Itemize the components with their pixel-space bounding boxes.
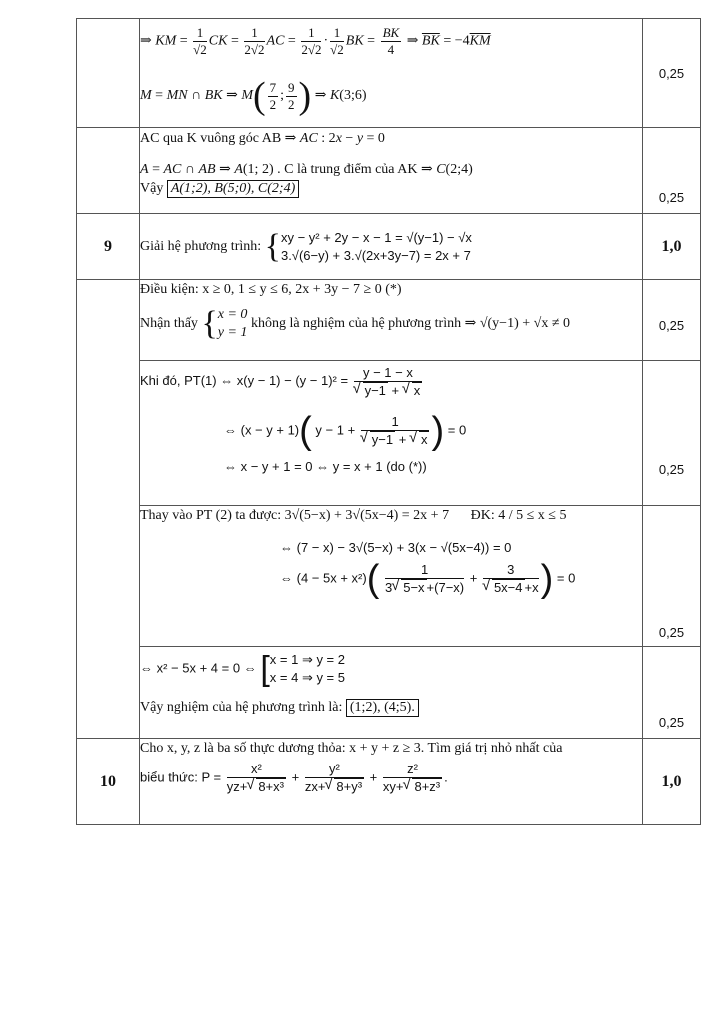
- answer-box: A(1;2), B(5;0), C(2;4): [167, 180, 299, 198]
- table-row: [77, 214, 701, 280]
- points-cell: 0,25: [643, 19, 701, 128]
- solution-table: [76, 18, 701, 825]
- table-row: [77, 19, 701, 128]
- question-number-cell: 10: [77, 739, 140, 825]
- formula-text: ⇔ (x − y + 1): [224, 422, 300, 438]
- text-line: [140, 180, 642, 198]
- table-row: [77, 739, 701, 825]
- text-label: không là nghiệm của hệ phương trình ⇒ √(y−1) + √x ≠ 0: [250, 316, 571, 332]
- formula-line: ⇔ (x − y + 1)( y − 1 + 1 √ y−1 + √ x ) = 0: [224, 413, 642, 449]
- formula-text: ⇔ (4 − 5x + x²): [280, 570, 367, 586]
- question-number-cell: [77, 280, 140, 739]
- question-text: Cho x, y, z là ba số thực dương thỏa: x + y + z ≥ 3. Tìm giá trị nhỏ nhất của: [140, 741, 563, 756]
- solution-content: [140, 128, 643, 214]
- formula-text: Khi đó, PT(1) ⇔ x(y − 1) − (y − 1)² =: [140, 373, 349, 389]
- conclusion-label: Vậy nghiệm của hệ phương trình là:: [140, 700, 343, 715]
- formula-line: ⇒ KM = $\frac{1}{√2}$ CK = $\frac{1}{2√2}$ AC = $\frac{1}{2√2}$ · $\frac{1}{√2}$ BK = $\frac{BK}{4}$ ⇒ $\overline{BK} = -4\overline{KM}$: [140, 25, 491, 57]
- solution-set: [270, 651, 345, 687]
- formula-text: z²: [383, 761, 442, 778]
- solution-content: [140, 506, 643, 647]
- question-content: Giải hệ phương trình: { xy − y² + 2y − x − 1 = √(y−1) − √x 3.√(6−y) + 3.√(2x+3y−7) = 2x + 7: [140, 214, 643, 280]
- formula-line: Khi đó, PT(1) ⇔ x(y − 1) − (y − 1)² = y − 1 − x √ y−1 + √ x: [140, 365, 642, 399]
- formula-text: = 0: [447, 422, 467, 438]
- table-row: [77, 361, 701, 506]
- text-line: A = AC ∩ AB ⇒ A(1; 2) . C là trung điểm của AK ⇒ C(2;4): [140, 162, 473, 177]
- formula-text: = 0: [556, 570, 576, 586]
- condition-text: ĐK: 4 / 5 ≤ x ≤ 5: [470, 508, 567, 523]
- formula-text: y − 1 − x: [354, 365, 423, 382]
- solution-2: x = 4 ⇒ y = 5: [269, 670, 345, 685]
- formula-text: ⇔ x² − 5x + 4 = 0 ⇔: [140, 660, 257, 676]
- formula-text: y − 1 +: [315, 422, 356, 438]
- formula-text: x²: [227, 761, 286, 778]
- solution-content: [140, 647, 643, 739]
- points-cell: 1,0: [643, 739, 701, 825]
- points-cell: 0,25: [643, 361, 701, 506]
- formula-line: ⇔ (4 − 5x + x²)( $\frac{1}{3 √ 5-x +(7-x)}$ + 3 √ 5x−4 +x ) = 0: [280, 561, 642, 597]
- question-content: [140, 739, 643, 825]
- text-label: Nhận thấy: [140, 316, 198, 332]
- question-number-cell: [77, 128, 140, 214]
- solution-1: x = 1 ⇒ y = 2: [269, 652, 345, 667]
- points-cell: 0,25: [643, 280, 701, 361]
- points-cell: 1,0: [643, 214, 701, 280]
- question-number-cell: 9: [77, 214, 140, 280]
- formula-text: 1: [385, 562, 464, 579]
- equation-2: y = 1: [217, 325, 248, 340]
- formula-line: M = MN ∩ BK ⇒ M( $\frac{7}{2}$ ; $\frac{9}{2}$ ) ⇒ K(3;6): [140, 75, 367, 117]
- condition-line: Điều kiện: x ≥ 0, 1 ≤ y ≤ 6, 2x + 3y − 7 ≥ 0 (*): [140, 282, 402, 297]
- equation-1: x = 0: [217, 307, 248, 322]
- formula-line: ⇔ (7 − x) − 3√(5−x) + 3(x − √(5x−4)) = 0: [280, 540, 512, 555]
- points-cell: 0,25: [643, 506, 701, 647]
- question-label: biểu thức: P =: [140, 769, 222, 785]
- points-cell: 0,25: [643, 647, 701, 739]
- answer-box: (1;2), (4;5).: [346, 699, 419, 717]
- equation-2: 3.√(6−y) + 3.√(2x+3y−7) = 2x + 7: [280, 247, 471, 263]
- points-cell: 0,25: [643, 128, 701, 214]
- formula-line: ⇔ x − y + 1 = 0 ⇔ y = x + 1 (do (*)): [224, 459, 427, 474]
- solution-content: [140, 19, 643, 128]
- formula-text: Thay vào PT (2) ta được: 3√(5−x) + 3√(5x−4) = 2x + 7: [140, 508, 450, 523]
- solution-content: [140, 361, 643, 506]
- question-number-cell: [77, 19, 140, 128]
- formula-text: 1: [361, 414, 430, 431]
- formula-line: ⇔ x² − 5x + 4 = 0 ⇔ [ x = 1 ⇒ y = 2 x = 4 ⇒ y = 5: [140, 650, 345, 688]
- question-label: Giải hệ phương trình:: [140, 238, 262, 254]
- table-row: [77, 506, 701, 647]
- text-line: Nhận thấy { x = 0 y = 1 không là nghiệm của hệ phương trình ⇒ √(y−1) + √x ≠ 0: [140, 305, 571, 342]
- equation-system: [281, 229, 472, 265]
- text-line: AC qua K vuông góc AB ⇒ AC : 2x − y = 0: [140, 131, 385, 146]
- table-row: [77, 128, 701, 214]
- formula-text: y²: [305, 761, 364, 778]
- equation-1: xy − y² + 2y − x − 1 = √(y−1) − √x: [280, 229, 472, 245]
- equation-system: [218, 306, 248, 342]
- solution-content: [140, 280, 643, 361]
- formula-text: 3: [483, 562, 539, 579]
- table-row: [77, 647, 701, 739]
- formula-line: biểu thức: P = $\frac{\text{x²}}{\text{yz+ √ 8+x³}}$ + $\frac{\text{y²}}{\text{zx+ √ 8+y³}}$ + $\frac{\text{z²}}{\text{xy+ √ 8+z³}}$ .: [140, 761, 642, 795]
- conclusion-label: Vậy: [140, 181, 164, 196]
- text-line: [140, 699, 642, 717]
- formula-line: [140, 508, 642, 524]
- table-row: [77, 280, 701, 361]
